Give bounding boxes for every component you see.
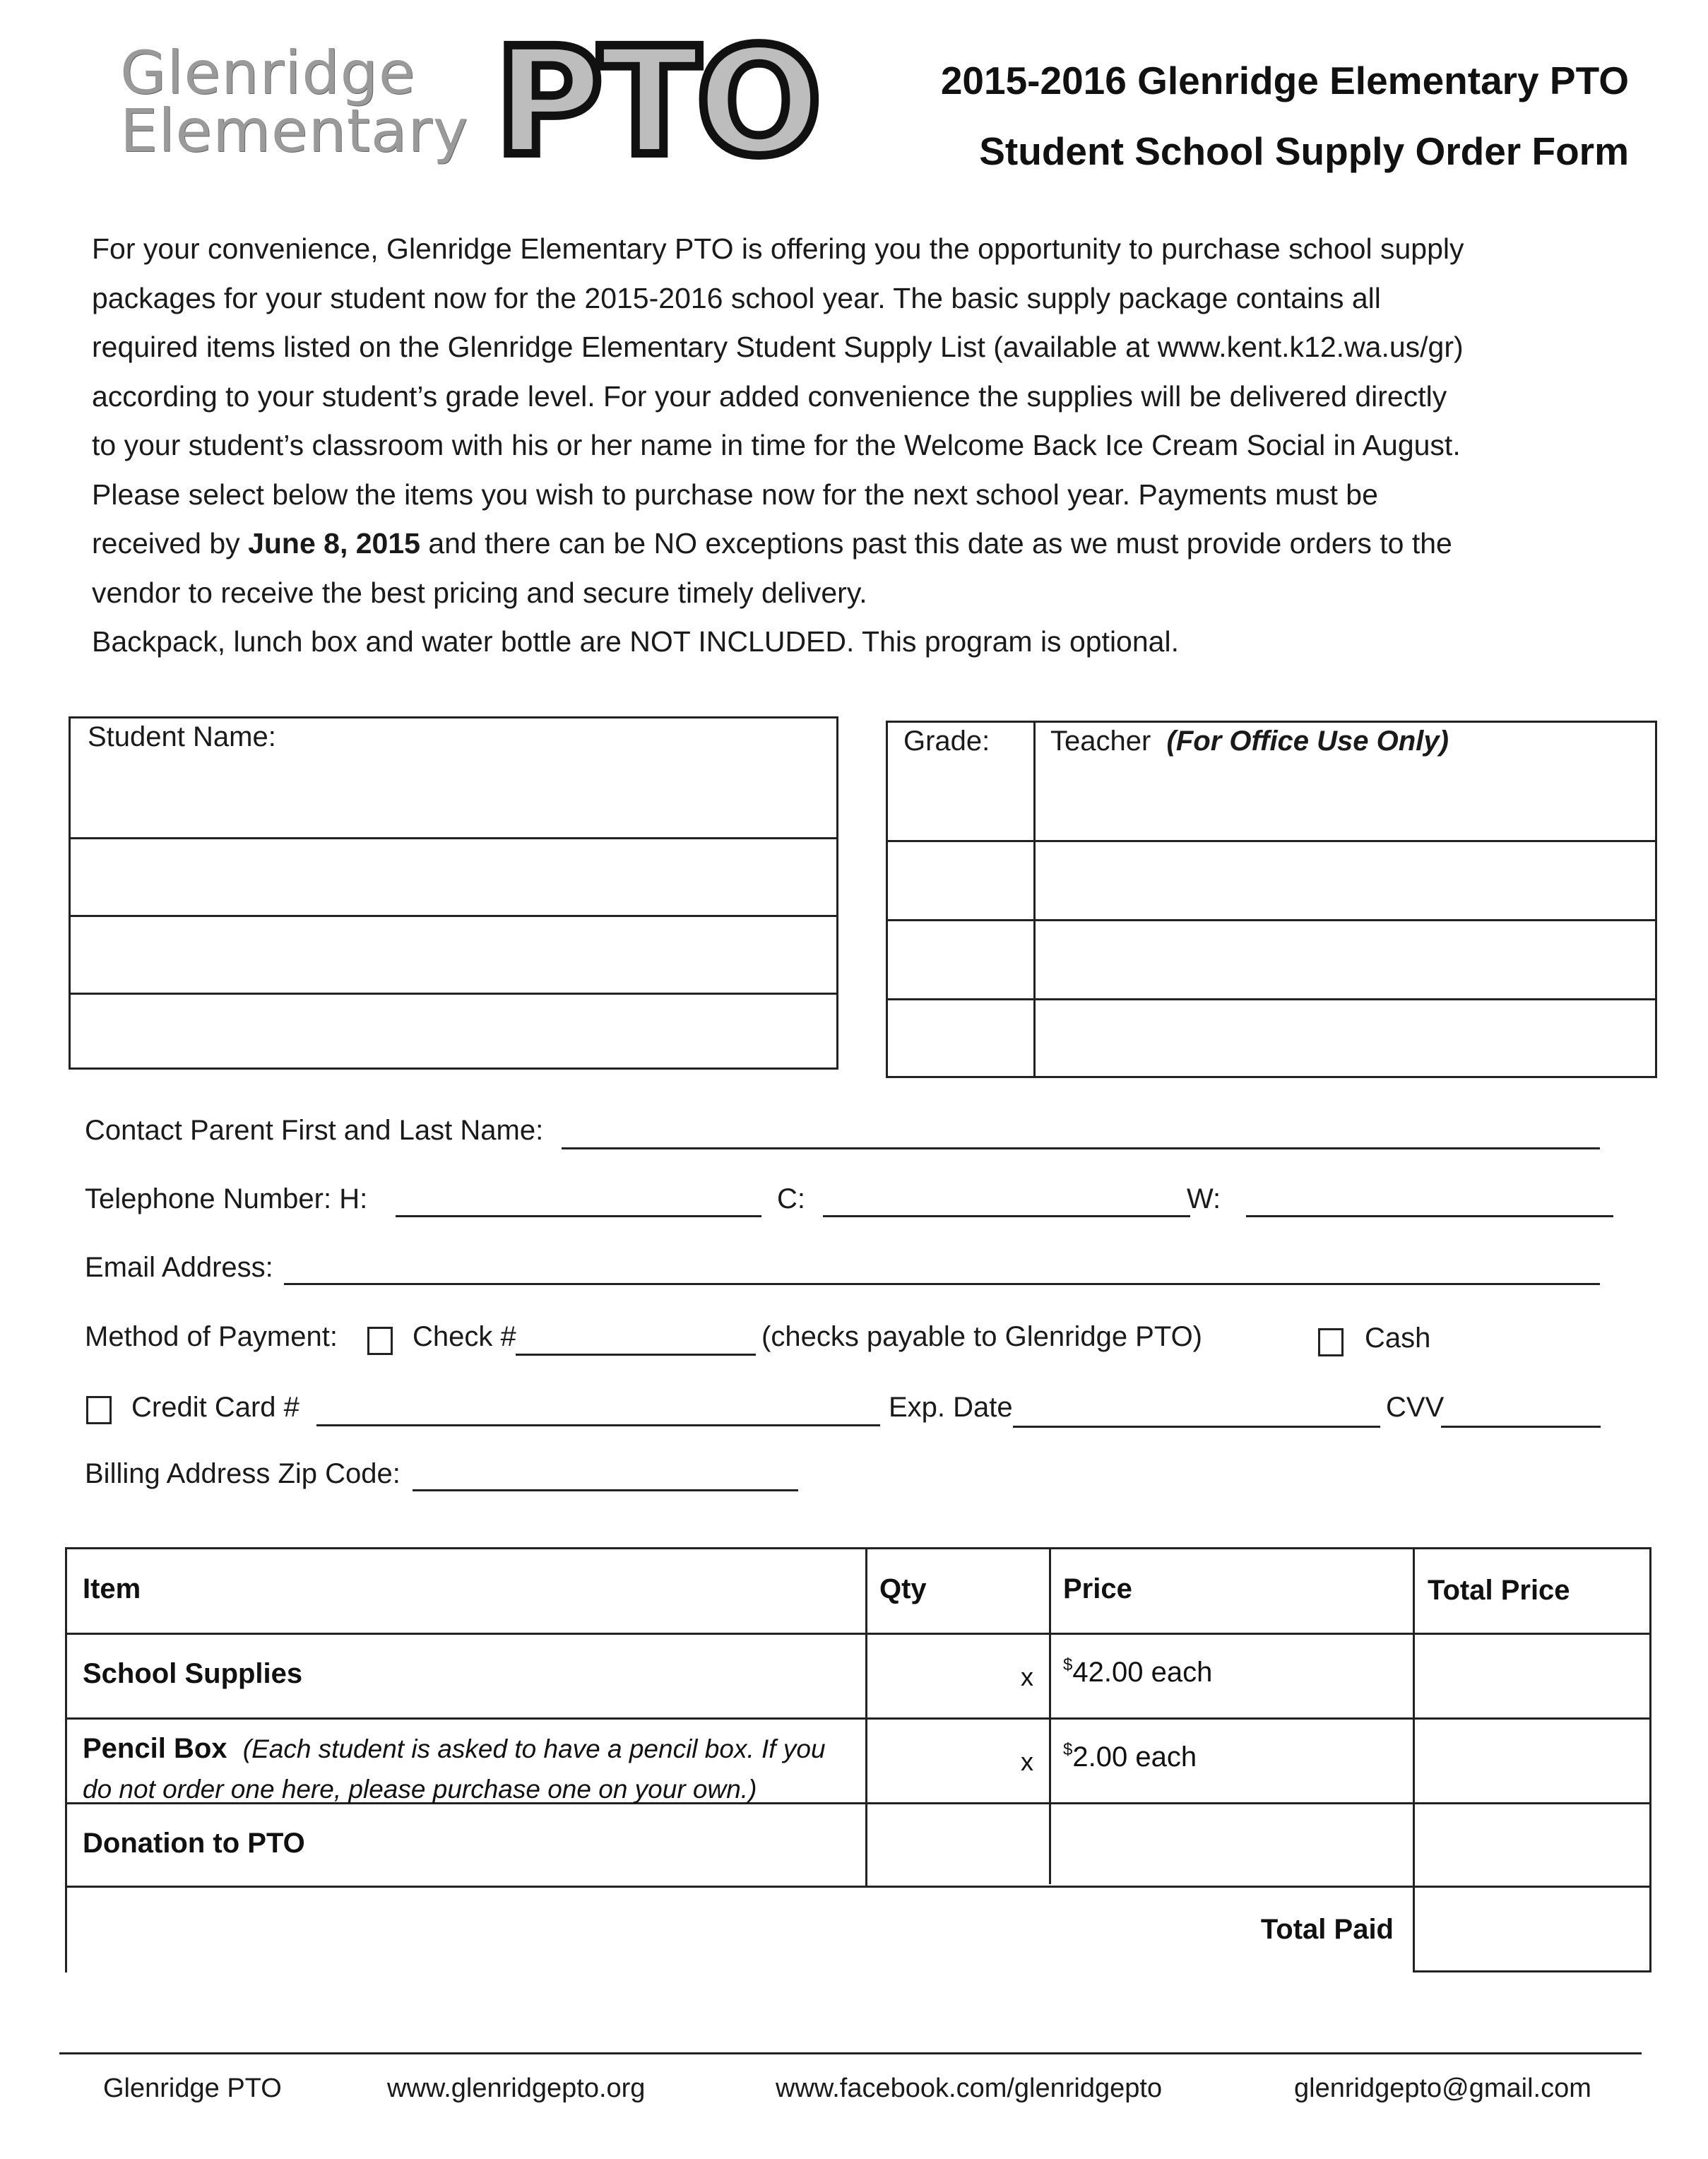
price-pencil-box bbox=[1063, 1741, 1197, 1773]
multiplier-x: x bbox=[1021, 1747, 1033, 1776]
cvv-label: CVV bbox=[1386, 1392, 1445, 1423]
credit-card-checkbox[interactable] bbox=[86, 1396, 112, 1424]
exp-date-field[interactable] bbox=[1013, 1426, 1380, 1428]
intro-line: For your convenience, Glenridge Elementary PTO is offering you the opportunity to purchase school supply bbox=[92, 232, 1464, 265]
phone-cell-label: C: bbox=[777, 1183, 805, 1214]
intro-line: required items listed on the Glenridge Elementary Student Supply List (available at www.kent.k12.wa.us/gr) bbox=[92, 331, 1464, 363]
header-qty: Qty bbox=[879, 1573, 927, 1604]
phone-work-label: W: bbox=[1187, 1183, 1221, 1214]
exp-date-label: Exp. Date bbox=[889, 1392, 1013, 1423]
credit-card-label: Credit Card # bbox=[131, 1392, 300, 1423]
parent-name-field[interactable] bbox=[562, 1147, 1600, 1149]
row-divider bbox=[67, 1633, 1649, 1635]
intro-line: Please select below the items you wish to purchase now for the next school year. Payments must be bbox=[92, 478, 1378, 511]
intro-line: to your student’s classroom with his or her name in time for the Welcome Back Ice Cream Social in August. bbox=[92, 429, 1461, 461]
intro-line: according to your student’s grade level. For your added convenience the supplies will be delivered directly bbox=[92, 379, 1447, 413]
total-row-merge bbox=[67, 1887, 1413, 1972]
deadline-prefix: received by bbox=[92, 527, 249, 560]
item-donation: Donation to PTO bbox=[83, 1828, 305, 1859]
student-name-field-4[interactable] bbox=[71, 995, 836, 1068]
header-total-price: Total Price bbox=[1428, 1575, 1570, 1606]
deadline-date: June 8, 2015 bbox=[248, 527, 420, 560]
check-payable-note: (checks payable to Glenridge PTO) bbox=[761, 1321, 1203, 1352]
deadline-suffix: and there can be NO exceptions past this date as we must provide orders to the bbox=[420, 527, 1452, 560]
footer-facebook-link[interactable]: www.facebook.com/glenridgepto bbox=[776, 2074, 1163, 2103]
student-name-field-2[interactable] bbox=[71, 839, 836, 915]
multiplier-x: x bbox=[1021, 1662, 1033, 1691]
pencil-box-note-2: do not order one here, please purchase one on your own.) bbox=[83, 1775, 757, 1804]
check-number-field[interactable] bbox=[516, 1354, 756, 1356]
teacher-field-1[interactable] bbox=[1036, 762, 1655, 840]
phone-home-field[interactable] bbox=[396, 1215, 761, 1217]
intro-paragraph bbox=[92, 225, 1674, 667]
zip-field[interactable] bbox=[413, 1489, 798, 1491]
teacher-field-4[interactable] bbox=[1036, 1000, 1655, 1077]
cash-checkbox[interactable] bbox=[1318, 1328, 1344, 1356]
logo-pto-mark: PTO bbox=[494, 16, 818, 189]
check-checkbox[interactable] bbox=[367, 1327, 393, 1355]
check-label: Check # bbox=[413, 1321, 516, 1352]
item-school-supplies: School Supplies bbox=[83, 1658, 303, 1689]
logo-line-elementary: Elementary bbox=[120, 96, 469, 165]
qty-pencil-box[interactable] bbox=[867, 1720, 1030, 1802]
item-pencil-box bbox=[83, 1729, 860, 1809]
logo-line-glenridge: Glenridge bbox=[120, 38, 416, 107]
teacher-label bbox=[1050, 726, 1449, 757]
phone-cell-field[interactable] bbox=[823, 1215, 1190, 1217]
form-title bbox=[941, 45, 1629, 187]
pencil-box-note: (Each student is asked to have a pencil box. If you bbox=[242, 1734, 826, 1763]
header-item: Item bbox=[83, 1573, 141, 1604]
intro-line: packages for your student now for the 2015-2016 school year. The basic supply package contains all bbox=[92, 281, 1381, 314]
footer-divider bbox=[59, 2052, 1642, 2054]
title-line-1: 2015-2016 Glenridge Elementary PTO bbox=[940, 59, 1629, 102]
grade-teacher-box bbox=[886, 721, 1657, 1078]
footer-email-link[interactable]: glenridgepto@gmail.com bbox=[1294, 2074, 1591, 2103]
order-table bbox=[65, 1547, 1651, 1972]
qty-school-supplies[interactable] bbox=[867, 1635, 1030, 1717]
row-divider bbox=[67, 1886, 1649, 1888]
total-pencil-box[interactable] bbox=[1415, 1720, 1649, 1802]
email-field[interactable] bbox=[284, 1283, 1600, 1285]
row-divider bbox=[67, 1717, 1649, 1720]
column-divider bbox=[1049, 1549, 1051, 1884]
intro-line: vendor to receive the best pricing and secure timely delivery. bbox=[92, 576, 867, 609]
teacher-field-2[interactable] bbox=[1036, 842, 1655, 919]
grade-label: Grade: bbox=[903, 726, 990, 757]
footer-org: Glenridge PTO bbox=[103, 2074, 282, 2103]
price-value: 2.00 each bbox=[1072, 1741, 1197, 1773]
zip-label: Billing Address Zip Code: bbox=[85, 1458, 401, 1489]
grade-field-4[interactable] bbox=[888, 1000, 1033, 1077]
phone-work-field[interactable] bbox=[1246, 1215, 1613, 1217]
currency-symbol: $ bbox=[1063, 1740, 1073, 1759]
credit-card-number-field[interactable] bbox=[316, 1424, 880, 1426]
payment-method-label: Method of Payment: bbox=[85, 1321, 338, 1352]
cvv-field[interactable] bbox=[1441, 1426, 1601, 1428]
footer-website-link[interactable]: www.glenridgepto.org bbox=[387, 2074, 646, 2103]
price-school-supplies bbox=[1063, 1657, 1212, 1688]
currency-symbol: $ bbox=[1063, 1655, 1073, 1674]
grade-field-3[interactable] bbox=[888, 921, 1033, 998]
header-price: Price bbox=[1063, 1573, 1132, 1604]
pencil-box-label: Pencil Box bbox=[83, 1733, 227, 1764]
student-name-field-3[interactable] bbox=[71, 917, 836, 993]
email-label: Email Address: bbox=[85, 1252, 273, 1283]
student-name-box bbox=[69, 716, 838, 1070]
student-name-label: Student Name: bbox=[88, 721, 276, 752]
teacher-field-3[interactable] bbox=[1036, 921, 1655, 998]
donation-amount[interactable] bbox=[1415, 1804, 1649, 1886]
student-name-field-1[interactable] bbox=[71, 754, 836, 837]
office-use-note: (For Office Use Only) bbox=[1166, 726, 1449, 757]
logo-text bbox=[120, 38, 487, 165]
grade-field-1[interactable] bbox=[888, 762, 1033, 840]
intro-line-note: Backpack, lunch box and water bottle are NOT INCLUDED. This program is optional. bbox=[92, 625, 1179, 658]
total-paid-field[interactable] bbox=[1415, 1888, 1649, 1970]
teacher-label-text: Teacher bbox=[1050, 726, 1151, 757]
grade-field-2[interactable] bbox=[888, 842, 1033, 919]
total-paid-label: Total Paid bbox=[1260, 1914, 1394, 1945]
cash-label: Cash bbox=[1365, 1323, 1431, 1354]
total-school-supplies[interactable] bbox=[1415, 1635, 1649, 1717]
title-line-2: Student School Supply Order Form bbox=[979, 129, 1629, 173]
parent-name-label: Contact Parent First and Last Name: bbox=[85, 1115, 544, 1146]
phone-home-label: Telephone Number: H: bbox=[85, 1183, 368, 1214]
intro-line-deadline bbox=[92, 519, 1674, 569]
price-value: 42.00 each bbox=[1072, 1657, 1213, 1688]
